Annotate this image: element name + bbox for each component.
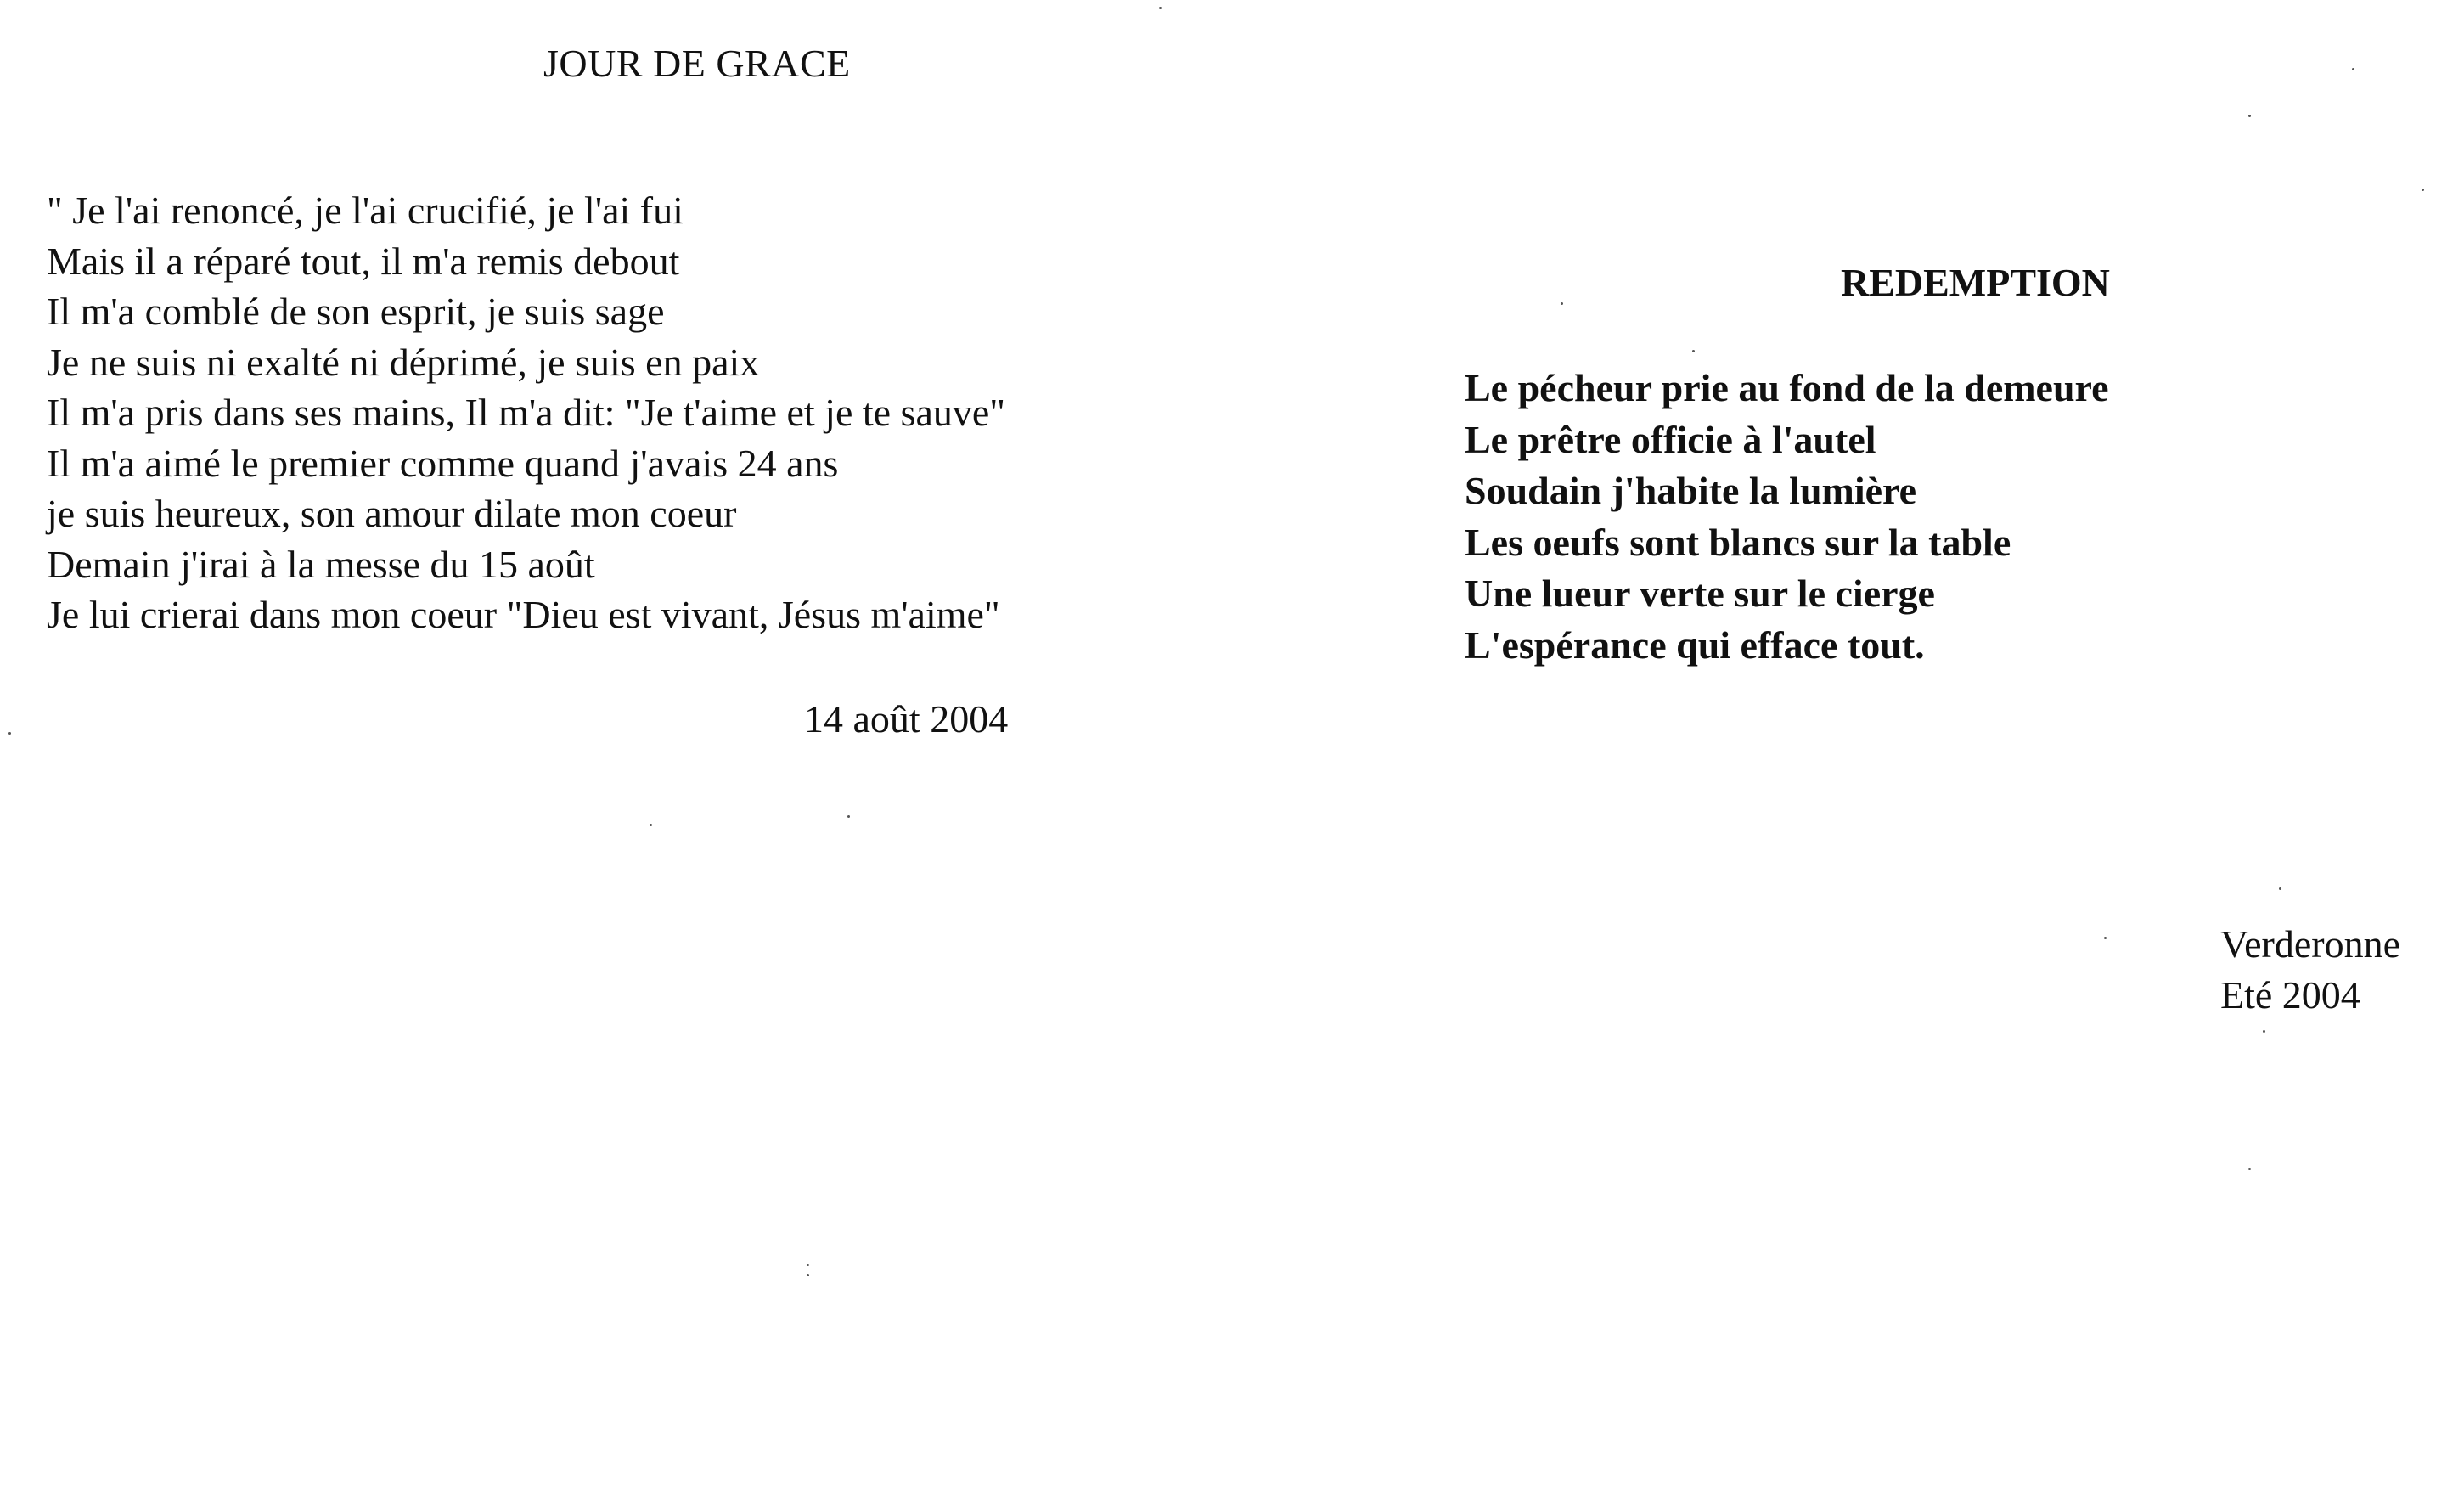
poem-right-line: Le prêtre officie à l'autel <box>1465 417 1876 461</box>
poem-left-line: Je lui crierai dans mon coeur "Dieu est vivant, Jésus m'aime" <box>47 593 1000 636</box>
scan-speck <box>2104 937 2107 939</box>
poem-left-line: Demain j'irai à la messe du 15 août <box>47 542 595 586</box>
poem-left-line: Mais il a réparé tout, il m'a remis debout <box>47 239 680 283</box>
scan-speck <box>1561 302 1563 305</box>
scan-speck <box>650 824 652 826</box>
scan-speck <box>8 732 11 735</box>
poem-right-body <box>1465 363 2399 671</box>
poem-right-title: REDEMPTION <box>1841 261 2110 304</box>
scan-speck <box>2248 115 2251 117</box>
scan-speck <box>807 1264 809 1266</box>
poem-left-line: je suis heureux, son amour dilate mon coeur <box>47 492 737 535</box>
poem-left-line: Il m'a aimé le premier comme quand j'avais 24 ans <box>47 441 839 485</box>
poem-right-line: Le pécheur prie au fond de la demeure <box>1465 366 2109 409</box>
scan-speck <box>2248 1168 2251 1170</box>
scan-speck <box>807 1274 809 1276</box>
signature-block <box>2220 919 2400 1021</box>
poem-right-line: Une lueur verte sur le cierge <box>1465 572 1935 615</box>
scan-speck <box>2263 1030 2265 1033</box>
signature-place: Verderonne <box>2220 922 2401 966</box>
scan-speck <box>847 815 850 818</box>
scan-speck <box>2279 887 2281 890</box>
poem-left-body <box>47 185 1150 640</box>
poem-left-line: Il m'a pris dans ses mains, Il m'a dit: "Je t'aime et je te sauve" <box>47 391 1006 434</box>
poem-left-date: 14 août 2004 <box>804 697 1009 741</box>
poem-left-line: " Je l'ai renoncé, je l'ai crucifié, je l'ai fui <box>47 189 684 232</box>
poem-right-line: L'espérance qui efface tout. <box>1465 622 1925 667</box>
poem-right-line: Soudain j'habite la lumière <box>1465 469 1917 512</box>
poem-left-title: JOUR DE GRACE <box>543 42 851 85</box>
poem-left-line: Je ne suis ni exalté ni déprimé, je suis en paix <box>47 340 760 384</box>
signature-season: Eté 2004 <box>2220 973 2360 1017</box>
scan-speck <box>2352 68 2354 70</box>
scan-speck <box>2422 189 2424 191</box>
poem-right-line: Les oeufs sont blancs sur la table <box>1465 520 2011 564</box>
scan-speck <box>1159 7 1162 9</box>
scan-speck <box>1692 350 1695 352</box>
poem-left-line: Il m'a comblé de son esprit, je suis sage <box>47 290 665 333</box>
